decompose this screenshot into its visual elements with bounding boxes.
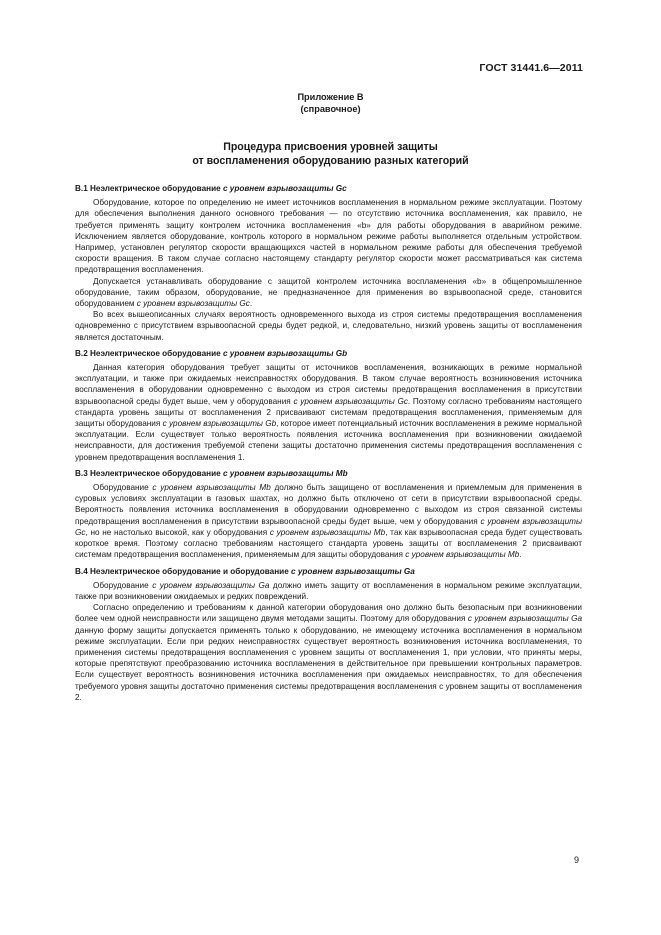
text-span: должно быть защищено от воспламенения и приемлемым для применения в суровых условиях эксплуатации в газовых шахтах, но должно быть отключено от сети в присутствии взрывоопасной среды. Вероятность появления источника воспламенения в оборудовании одновременно с выходом из строя связанной системы предотвращения воспламенения в присутствии взрывоопасной среды будет выше, чем у оборудования [75,483,582,526]
section-b3 [75,468,582,561]
text-span: Оборудование [93,483,153,493]
italic-term: с уровнем взрывозащиты Mb [152,483,271,493]
document-body [75,183,582,708]
section-b1-heading-italic: с уровнем взрывозащиты Gc [222,184,347,193]
text-span: . [249,299,253,309]
section-b1-heading [75,183,582,194]
section-b4-heading-italic: с уровнем взрывозащиты Ga [291,566,415,576]
document-code: ГОСТ 31441.6—2011 [479,62,583,74]
appendix-heading [0,91,661,115]
section-b1 [75,183,582,343]
italic-term: с уровнем взрывозащиты Ga [467,614,582,624]
italic-term: с уровнем взрывозащиты Gc [293,396,408,406]
italic-term: с уровнем взрывозащиты Gb [162,419,277,429]
italic-term: с уровнем взрывозащиты Gc [136,299,250,309]
italic-term: с уровнем взрывозащиты Gc [75,516,582,537]
section-b2-heading-italic: с уровнем взрывозащиты Gb [222,348,348,358]
section-b4-heading [75,566,582,577]
page-number: 9 [573,855,579,865]
italic-term: с уровнем взрывозащиты Mb [405,550,520,560]
section-b2 [75,348,582,463]
section-b3-paragraph-1 [75,482,582,560]
text-span: . [519,550,522,560]
italic-term: с уровнем взрывозащиты Mb [269,527,386,537]
text-span: Согласно определению и требованиям к данной категории оборудования оно должно быть безопасным при возникновении более чем одной неисправности или защищено двумя методами защиты. Поэтому для оборудования [75,603,582,624]
section-b4-heading-text: В.4 Неэлектрическое оборудование и оборудование [75,566,292,576]
text-span: Оборудование [93,580,153,590]
page-title [0,140,661,168]
page-title-line-1: Процедура присвоения уровней защиты [223,141,438,153]
section-b2-paragraph-1 [75,362,582,463]
section-b4-paragraph-2 [75,602,582,703]
section-b3-heading-italic: с уровнем взрывозащиты Mb [222,468,348,478]
section-b4 [75,566,582,703]
page-title-line-2: от воспламенения оборудованию разных категорий [192,155,469,167]
text-span: Допускается устанавливать оборудование с защитой контролем источника воспламенения «b» в общепромышленное оборудование, таким образом, оборудование, не предназначенное для применения во взрывоопасной среде, становится оборудованием [75,276,582,309]
text-span: , которое имеет потенциальный источник воспламенения в режиме нормальной эксплуатации. Если существует только вероятность появления источника воспламенения при возникновении ожидаемой неисправности, для достижения требуемой степени защиты достаточно применения системы предотвращения воспламенения с уровнем предотвращения воспламенения 1. [75,419,582,462]
appendix-title: Приложение В [297,92,364,102]
text-span: . Поэтому согласно требованиям настоящего стандарта уровень защиты от воспламенения 2 присваивают системам предотвращения воспламенения, применяемым для защиты оборудования [75,396,582,429]
text-span: , так как взрывоопасная среда будет существовать короткое время. Поэтому согласно требованиям настоящего стандарта уровень защиты от воспламенения 2 присваивают системам предотвращения воспламенения, применяемым для защиты оборудования [75,527,583,560]
section-b1-heading-text: В.1 Неэлектрическое оборудование [75,184,223,193]
text-span: данную форму защиты допускается применять только к оборудованию, не имеющему источника воспламенения в нормальном режиме эксплуатации. Если при редких неисправностях существует вероятность возникновения источника воспламенения, то применения системы предотвращения воспламенения с уровнем защиты от воспламенения 1, при условии, что приняты меры, которые препятствуют преобразованию источника воспламенения в действительное при превышении контрольных параметров. Если существует вероятность возникновения источника воспламенения при ожидаемых неисправностях, то для обеспечения требуемого уровня защиты достаточно применения системы предотвращения воспламенения с уровнем защиты от воспламенения 2. [75,625,582,702]
italic-term: с уровнем взрывозащиты Ga [152,580,270,590]
text-span: должно иметь защиту от воспламенения в нормальном режиме эксплуатации, также при возникновении ожидаемых и редких повреждений. [75,580,583,601]
section-b2-heading-text: В.2 Неэлектрическое оборудование [75,348,223,358]
section-b4-paragraph-1 [75,580,582,602]
section-b1-paragraph-1: Оборудование, которое по определению не имеет источников воспламенения в нормальном режиме эксплуатации. Поэтому для обеспечения выполнения данного основного требования — по отсутствию источника воспламенения, как правило, не требуется применять защиту контролем источника воспламенения «b» для работы оборудования в аварийном режиме. Исключением является оборудование, контроль которого в нормальном режиме работы выполняется отдельным устройством. Например, установлен регулятор скорости вращающихся частей в нормальном режиме работы для обеспечения требуемой скорости вращения. В таком случае согласно настоящему стандарту регулятор скорости может рассматриваться как система предотвращения воспламенения. [75,198,582,275]
appendix-type: (справочное) [300,104,361,114]
section-b1-paragraph-2 [75,276,582,310]
section-b3-heading-text: В.3 Неэлектрическое оборудование [75,468,223,478]
section-b1-paragraph-3: Во всех вышеописанных случаях вероятность одновременного выхода из строя системы предотвращения воспламенения одновременно с присутствием взрывоопасной среды будет редкой, и, следовательно, низкий уровень защиты от воспламенения является достаточным. [75,310,582,342]
text-span: , но не настолько высокой, как у оборудования [85,527,270,537]
text-span: Данная категория оборудования требует защиты от источников воспламенения, возникающих в режиме нормальной эксплуатации, и также при ожидаемых неисправностях оборудования. В таком случае вероятность возникновения источника воспламенения в оборудовании одновременно с выходом из строя системы предотвращения воспламенения в присутствии взрывоопасной среды будет выше, чем у оборудования [75,363,582,406]
section-b3-heading [75,468,582,479]
section-b2-heading [75,348,582,359]
